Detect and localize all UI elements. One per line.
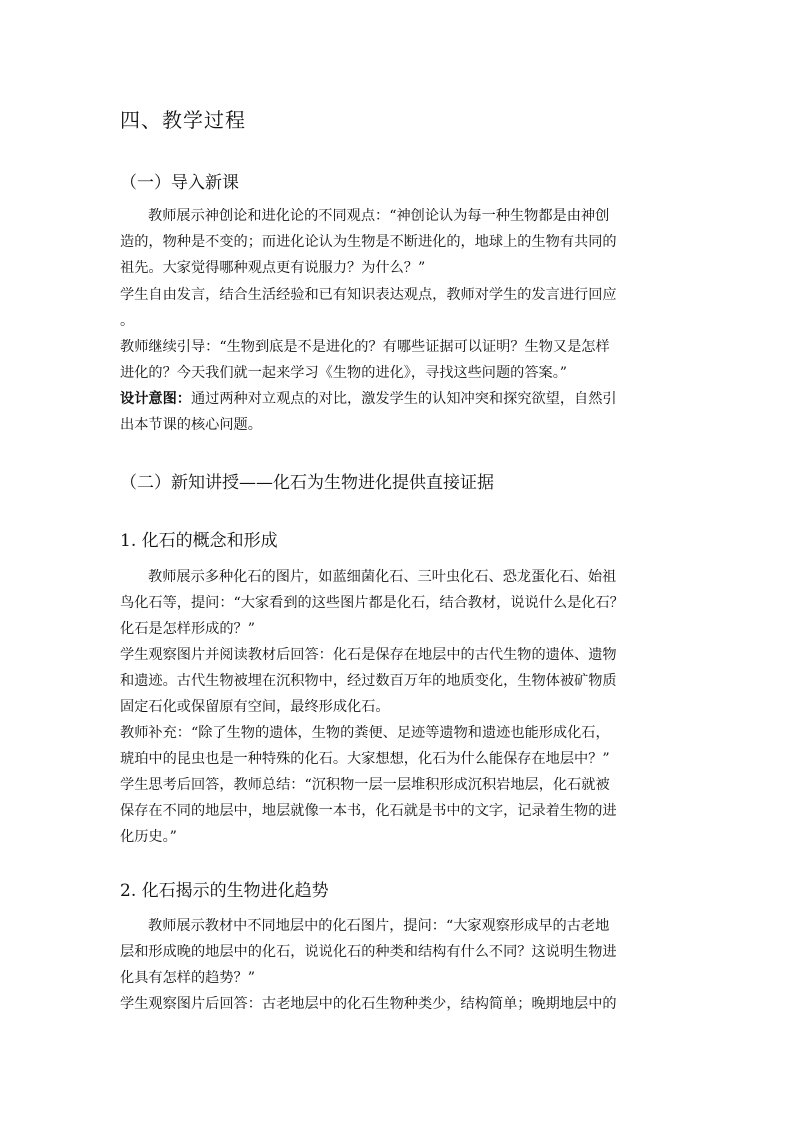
paragraph-line: 祖先。大家觉得哪种观点更有说服力？为什么？” — [120, 260, 426, 276]
paragraph-line: 固定石化或保留原有空间，最终形成化石。 — [120, 699, 390, 715]
part1-heading: （一）导入新课 — [120, 173, 239, 193]
paragraph-line: 教师继续引导：“生物到底是不是进化的？有哪些证据可以证明？生物又是怎样 — [120, 339, 610, 355]
paragraph-line: 琥珀中的昆虫也是一种特殊的化石。大家想想，化石为什么能保存在地层中？” — [120, 751, 610, 767]
paragraph-line: 化具有怎样的趋势？” — [120, 970, 255, 986]
paragraph-line: 造的，物种是不变的；而进化论认为生物是不断进化的，地球上的生物有共同的 — [120, 234, 617, 250]
paragraph-line: 出本节课的核心问题。 — [120, 417, 262, 433]
paragraph-line: 。 — [120, 313, 135, 329]
paragraph-line: 教师展示教材中不同地层中的化石图片，提问：“大家观察形成早的古老地 — [148, 918, 610, 934]
part2-heading: （二）新知讲授——化石为生物进化提供直接证据 — [120, 473, 494, 493]
design-intent-line — [120, 389, 680, 409]
paragraph-line: 化石是怎样形成的？” — [120, 621, 255, 637]
paragraph-line: 化历史。” — [120, 829, 177, 845]
paragraph-line: 教师展示神创论和进化论的不同观点：“神创论认为每一种生物都是由神创 — [148, 208, 610, 224]
paragraph-line: 层和形成晚的地层中的化石，说说化石的种类和结构有什么不同？这说明生物进 — [120, 944, 617, 960]
section-title: 四、教学过程 — [120, 108, 246, 132]
sub2-heading: 2. 化石揭示的生物进化趋势 — [120, 881, 329, 901]
design-intent-text: 通过两种对立观点的对比，激发学生的认知冲突和探究欲望，自然引 — [190, 391, 617, 407]
paragraph-line: 学生思考后回答，教师总结：“沉积物一层一层堆积形成沉积岩地层，化石就被 — [120, 777, 610, 793]
paragraph-line: 教师补充：“除了生物的遗体，生物的粪便、足迹等遗物和遗迹也能形成化石， — [120, 725, 610, 741]
sub1-heading: 1. 化石的概念和形成 — [120, 531, 278, 551]
paragraph-line: 教师展示多种化石的图片，如蓝细菌化石、三叶虫化石、恐龙蛋化石、始祖 — [148, 569, 617, 585]
paragraph-line: 鸟化石等，提问：“大家看到的这些图片都是化石，结合教材，说说什么是化石？ — [120, 595, 624, 611]
paragraph-line: 和遗迹。古代生物被埋在沉积物中，经过数百万年的地质变化，生物体被矿物质 — [120, 673, 617, 689]
paragraph-line: 学生观察图片后回答：古老地层中的化石生物种类少，结构简单；晚期地层中的 — [120, 996, 617, 1012]
paragraph-line: 保存在不同的地层中，地层就像一本书，化石就是书中的文字，记录着生物的进 — [120, 803, 617, 819]
design-intent-label: 设计意图： — [120, 391, 191, 407]
paragraph-line: 学生观察图片并阅读教材后回答：化石是保存在地层中的古代生物的遗体、遗物 — [120, 647, 617, 663]
paragraph-line: 进化的？今天我们就一起来学习《生物的进化》，寻找这些问题的答案。” — [120, 365, 568, 381]
paragraph-line: 学生自由发言，结合生活经验和已有知识表达观点，教师对学生的发言进行回应 — [120, 287, 617, 303]
